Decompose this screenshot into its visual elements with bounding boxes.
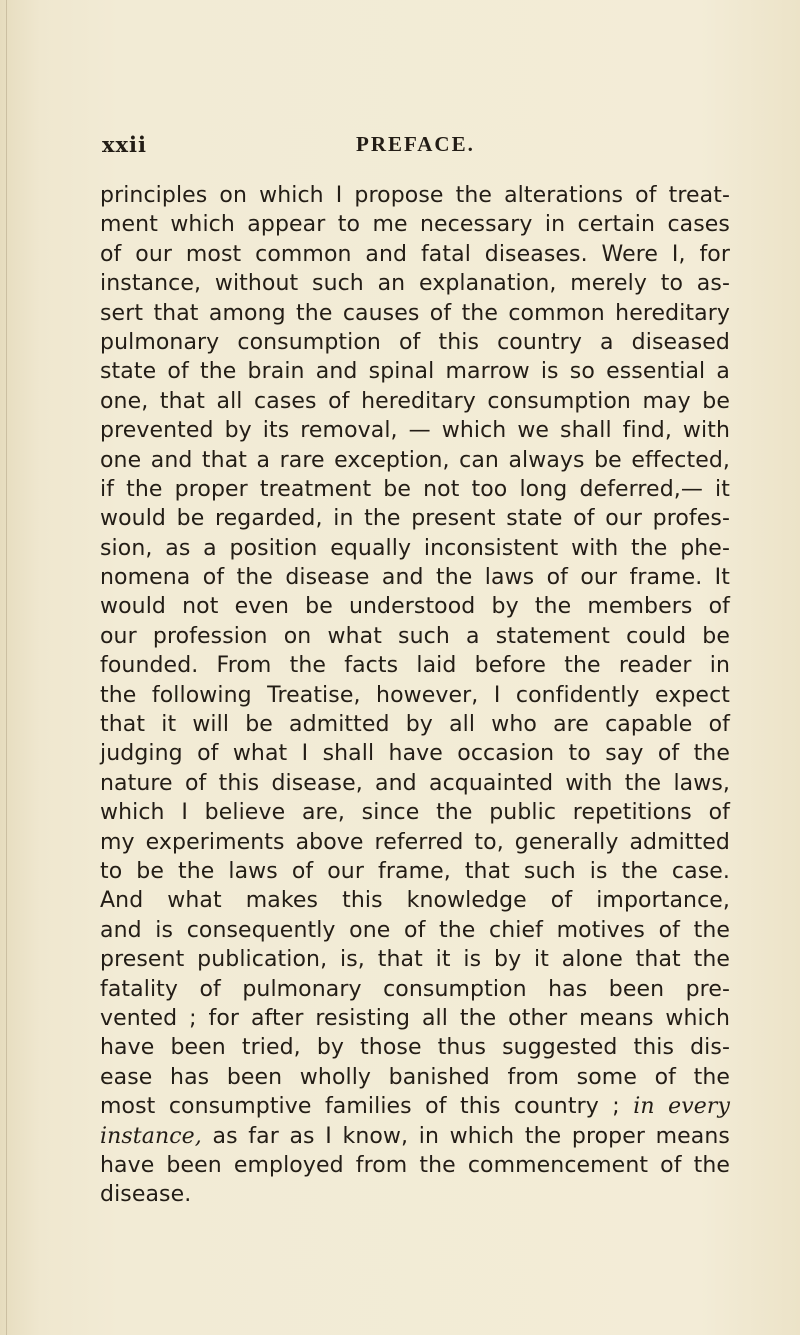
text-line: sion, as a position equally inconsistent with the phe- (100, 535, 730, 561)
text-line: that it will be admitted by all who are capable of (100, 712, 730, 738)
text-line: vented ; for after resisting all the other means which (100, 1005, 730, 1031)
text-line: nomena of the disease and the laws of our frame. It (100, 565, 730, 591)
text-line: one, that all cases of hereditary consumption may be (100, 388, 730, 414)
text-line-mixed (100, 1122, 730, 1151)
page-number: xxii (102, 132, 147, 157)
text-line: my experiments above referred to, generally admitted (100, 829, 730, 855)
text-line: have been employed from the commencement of the (100, 1152, 730, 1178)
text-line: judging of what I shall have occasion to say of the (100, 741, 730, 767)
text-line: pulmonary consumption of this country a diseased (100, 329, 730, 355)
text-line: founded. From the facts laid before the reader in (100, 653, 730, 679)
text-line: would be regarded, in the present state of our profes- (100, 506, 730, 532)
text-line: ment which appear to me necessary in certain cases (100, 212, 730, 238)
text-line: fatality of pulmonary consumption has been pre- (100, 976, 730, 1002)
text-line: prevented by its removal, — which we shall find, with (100, 418, 730, 444)
text-line-mixed (100, 1092, 730, 1121)
italic-phrase: in every (633, 1094, 731, 1120)
text-line: ease has been wholly banished from some of the (100, 1064, 730, 1090)
text-line: And what makes this knowledge of importance, (100, 888, 730, 914)
text-line: if the proper treatment be not too long deferred,— it (100, 476, 730, 502)
text-line: and is consequently one of the chief motives of the (100, 917, 730, 943)
text-line: sert that among the causes of the common hereditary (100, 300, 730, 326)
italic-phrase: instance, (100, 1123, 202, 1149)
text-line: of our most common and fatal diseases. Were I, for (100, 241, 730, 267)
text-line: instance, without such an explanation, merely to as- (100, 271, 730, 297)
text-line: nature of this disease, and acquainted with the laws, (100, 770, 730, 796)
running-head: PREFACE. (356, 132, 475, 156)
text-line: principles on which I propose the alterations of treat- (100, 183, 730, 208)
text-line: would not even be understood by the members of (100, 594, 730, 620)
page-header (102, 132, 722, 162)
page-gutter (6, 0, 7, 1335)
text-line: have been tried, by those thus suggested this dis- (100, 1035, 730, 1061)
text-line: which I believe are, since the public repetitions of (100, 800, 730, 826)
text-line: the following Treatise, however, I confidently expect (100, 682, 730, 708)
text-line: our profession on what such a statement could be (100, 623, 730, 649)
text-line: state of the brain and spinal marrow is so essential a (100, 359, 730, 385)
text-line: present publication, is, that it is by it alone that the (100, 947, 730, 973)
text-line-segment: most consumptive families of this country ; (100, 1094, 620, 1120)
body-text (100, 181, 730, 1210)
text-line-segment: as far as I know, in which the proper means (212, 1123, 730, 1149)
text-line: one and that a rare exception, can always be effected, (100, 447, 730, 473)
text-line: to be the laws of our frame, that such is the case. (100, 858, 730, 884)
text-line: disease. (100, 1182, 192, 1208)
